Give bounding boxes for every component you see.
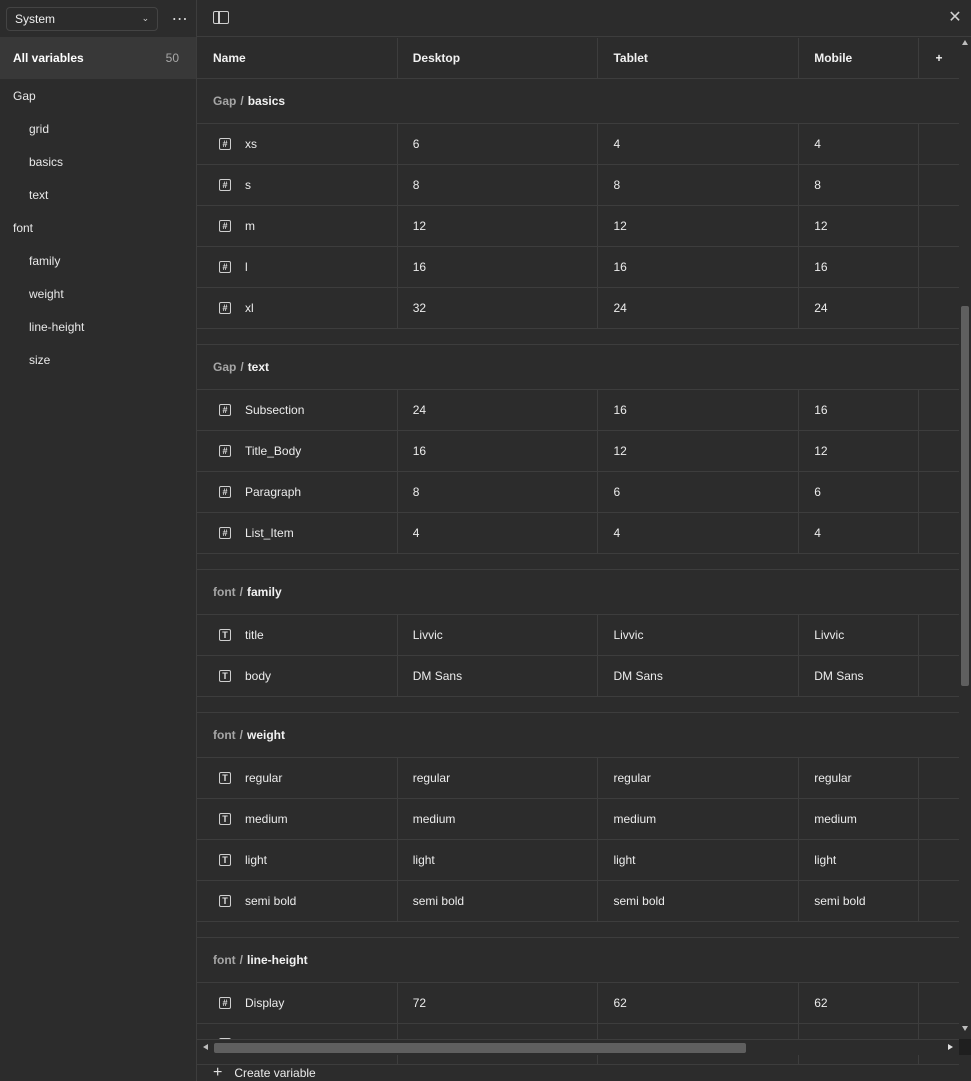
number-type-icon: #	[219, 404, 231, 416]
number-type-icon: #	[219, 445, 231, 457]
variable-name-cell[interactable]	[197, 799, 398, 839]
variable-name: List_Item	[245, 526, 294, 540]
section-subgroup-name: weight	[247, 728, 285, 742]
string-type-icon: T	[219, 629, 231, 641]
variable-name: l	[245, 260, 248, 274]
table-row[interactable]	[197, 983, 959, 1024]
section-header	[197, 713, 959, 758]
row-end-cell	[919, 840, 959, 880]
variable-name: medium	[245, 812, 288, 826]
variable-name-cell[interactable]	[197, 288, 398, 328]
tablet-value-cell[interactable]: 4	[598, 513, 799, 553]
mobile-value-cell[interactable]: 6	[799, 472, 919, 512]
collection-dropdown[interactable]	[6, 7, 158, 31]
scroll-right-icon[interactable]	[948, 1044, 953, 1050]
variable-name: Subsection	[245, 403, 305, 417]
section-spacer	[197, 922, 959, 938]
mobile-value-cell[interactable]: light	[799, 840, 919, 880]
all-variables-item[interactable]	[0, 37, 196, 79]
table-row[interactable]	[197, 390, 959, 431]
table-row[interactable]	[197, 431, 959, 472]
table-row[interactable]	[197, 124, 959, 165]
horizontal-scrollbar[interactable]	[197, 1039, 959, 1055]
desktop-value-cell[interactable]: 12	[398, 206, 599, 246]
section-spacer	[197, 329, 959, 345]
mobile-value-cell[interactable]: medium	[799, 799, 919, 839]
tablet-value-cell[interactable]: Livvic	[598, 615, 799, 655]
variable-name: regular	[245, 771, 283, 785]
row-end-cell	[919, 758, 959, 798]
row-end-cell	[919, 165, 959, 205]
tablet-value-cell[interactable]: 12	[598, 431, 799, 471]
all-variables-count: 50	[165, 51, 179, 65]
table-row[interactable]	[197, 615, 959, 656]
table-row[interactable]	[197, 206, 959, 247]
group-item-weight[interactable]: weight	[29, 286, 64, 301]
table-row[interactable]	[197, 799, 959, 840]
desktop-value-cell[interactable]: 24	[398, 390, 599, 430]
variable-name-cell[interactable]	[197, 431, 398, 471]
section-header	[197, 79, 959, 124]
table-row[interactable]	[197, 656, 959, 697]
desktop-value-cell[interactable]: 4	[398, 513, 599, 553]
section-header	[197, 570, 959, 615]
desktop-value-cell[interactable]: light	[398, 840, 599, 880]
desktop-value-cell[interactable]: DM Sans	[398, 656, 599, 696]
variable-name: semi bold	[245, 894, 297, 908]
group-item-size[interactable]: size	[29, 352, 51, 367]
tablet-value-cell[interactable]: light	[598, 840, 799, 880]
variable-name: light	[245, 853, 268, 867]
more-options-icon[interactable]: ⋯	[171, 10, 189, 28]
variable-name: title	[245, 628, 264, 642]
desktop-value-cell[interactable]: 72	[398, 983, 599, 1023]
table-row[interactable]	[197, 881, 959, 922]
tablet-value-cell[interactable]: 16	[598, 247, 799, 287]
string-type-icon: T	[219, 813, 231, 825]
variables-table	[197, 38, 959, 1039]
tablet-value-cell[interactable]: 24	[598, 288, 799, 328]
tablet-value-cell[interactable]: regular	[598, 758, 799, 798]
variable-name: s	[245, 178, 251, 192]
table-body	[197, 79, 959, 1065]
vertical-scrollbar[interactable]	[959, 38, 971, 1039]
section-subgroup-name: basics	[247, 94, 286, 108]
mobile-value-cell[interactable]: 24	[799, 288, 919, 328]
create-variable-label: Create variable	[234, 1066, 316, 1080]
variable-name-cell[interactable]	[197, 124, 398, 164]
group-item-family[interactable]: family	[29, 253, 61, 268]
row-end-cell	[919, 390, 959, 430]
section-subgroup-name: text	[247, 360, 270, 374]
number-type-icon: #	[219, 486, 231, 498]
scroll-left-icon[interactable]	[203, 1044, 208, 1050]
mobile-value-cell[interactable]: 8	[799, 165, 919, 205]
desktop-value-cell[interactable]: 6	[398, 124, 599, 164]
add-mode-icon[interactable]: +	[935, 51, 943, 65]
variable-name-cell[interactable]	[197, 206, 398, 246]
table-row[interactable]	[197, 288, 959, 329]
tablet-value-cell[interactable]: 62	[598, 983, 799, 1023]
row-end-cell	[919, 431, 959, 471]
number-type-icon: #	[219, 220, 231, 232]
group-item-gap[interactable]: Gap	[13, 88, 36, 103]
table-row[interactable]	[197, 840, 959, 881]
mobile-value-cell[interactable]: Livvic	[799, 615, 919, 655]
section-group-name: font	[213, 953, 236, 967]
section-group-name: font	[213, 728, 236, 742]
mobile-value-cell[interactable]: regular	[799, 758, 919, 798]
vertical-scroll-thumb[interactable]	[961, 306, 969, 686]
tablet-value-cell[interactable]: 8	[598, 165, 799, 205]
desktop-value-cell[interactable]: Livvic	[398, 615, 599, 655]
section-path-separator: /	[240, 94, 244, 108]
group-item-basics[interactable]: basics	[29, 154, 64, 169]
mobile-value-cell[interactable]: DM Sans	[799, 656, 919, 696]
section-group-name: font	[213, 585, 236, 599]
group-list	[0, 79, 196, 376]
variable-name-cell[interactable]	[197, 758, 398, 798]
panel-toolbar	[197, 0, 971, 37]
variable-name-cell[interactable]	[197, 390, 398, 430]
desktop-value-cell[interactable]: 8	[398, 472, 599, 512]
desktop-value-cell[interactable]: medium	[398, 799, 599, 839]
row-end-cell	[919, 206, 959, 246]
tablet-value-cell[interactable]: 4	[598, 124, 799, 164]
column-header-desktop[interactable]: Desktop	[398, 38, 599, 78]
tablet-value-cell[interactable]: medium	[598, 799, 799, 839]
mobile-value-cell[interactable]: 12	[799, 431, 919, 471]
table-row[interactable]	[197, 472, 959, 513]
desktop-value-cell[interactable]: semi bold	[398, 881, 599, 921]
desktop-value-cell[interactable]: 32	[398, 288, 599, 328]
column-header-mobile[interactable]: Mobile	[799, 38, 919, 78]
create-variable-button[interactable]	[213, 1066, 316, 1080]
tablet-value-cell[interactable]: DM Sans	[598, 656, 799, 696]
section-path-separator: /	[239, 728, 243, 742]
sidebar-toggle-icon[interactable]	[213, 11, 229, 24]
group-item-line-height[interactable]: line-height	[29, 319, 85, 334]
sidebar-header	[0, 0, 196, 37]
scroll-up-icon[interactable]	[962, 40, 968, 45]
desktop-value-cell[interactable]: 16	[398, 247, 599, 287]
desktop-value-cell[interactable]: 8	[398, 165, 599, 205]
variable-name-cell[interactable]	[197, 983, 398, 1023]
column-header-tablet[interactable]: Tablet	[598, 38, 799, 78]
string-type-icon: T	[219, 895, 231, 907]
tablet-value-cell[interactable]: 12	[598, 206, 799, 246]
section-path-separator: /	[239, 953, 243, 967]
mobile-value-cell[interactable]: semi bold	[799, 881, 919, 921]
string-type-icon: T	[219, 670, 231, 682]
row-end-cell	[919, 656, 959, 696]
variable-name-cell[interactable]	[197, 881, 398, 921]
desktop-value-cell[interactable]: regular	[398, 758, 599, 798]
section-subgroup-name: line-height	[247, 953, 308, 967]
row-end-cell	[919, 799, 959, 839]
variable-name-cell[interactable]	[197, 656, 398, 696]
chevron-down-icon: ⌄	[141, 13, 150, 23]
variable-name-cell[interactable]	[197, 840, 398, 880]
tablet-value-cell[interactable]: 16	[598, 390, 799, 430]
section-group-name: Gap	[213, 94, 237, 108]
tablet-value-cell[interactable]: 6	[598, 472, 799, 512]
variable-name-cell[interactable]	[197, 165, 398, 205]
variable-name-cell[interactable]	[197, 247, 398, 287]
scroll-down-icon[interactable]	[962, 1026, 968, 1031]
column-header-name: Name	[197, 38, 398, 78]
section-path-separator: /	[240, 360, 244, 374]
section-group-name: Gap	[213, 360, 237, 374]
table-row[interactable]	[197, 758, 959, 799]
row-end-cell	[919, 615, 959, 655]
group-item-grid[interactable]: grid	[29, 121, 50, 136]
number-type-icon: #	[219, 179, 231, 191]
close-icon[interactable]: ✕	[948, 9, 962, 26]
variable-name-cell[interactable]	[197, 472, 398, 512]
table-header	[197, 38, 959, 79]
variable-name: Paragraph	[245, 485, 302, 499]
section-header	[197, 345, 959, 390]
mobile-value-cell[interactable]: 16	[799, 247, 919, 287]
row-end-cell	[919, 124, 959, 164]
number-type-icon: #	[219, 138, 231, 150]
table-row[interactable]	[197, 513, 959, 554]
horizontal-scroll-thumb[interactable]	[214, 1043, 746, 1053]
section-spacer	[197, 554, 959, 570]
section-spacer	[197, 697, 959, 713]
row-end-cell	[919, 881, 959, 921]
table-row[interactable]	[197, 165, 959, 206]
mobile-value-cell[interactable]: 4	[799, 124, 919, 164]
string-type-icon: T	[219, 854, 231, 866]
variable-name-cell[interactable]	[197, 615, 398, 655]
variable-name: xl	[245, 301, 254, 315]
mobile-value-cell[interactable]: 16	[799, 390, 919, 430]
variable-name: m	[245, 219, 255, 233]
row-end-cell	[919, 472, 959, 512]
group-item-font[interactable]: font	[13, 220, 34, 235]
row-end-cell	[919, 513, 959, 553]
mobile-value-cell[interactable]: 12	[799, 206, 919, 246]
variable-name-cell[interactable]	[197, 513, 398, 553]
mobile-value-cell[interactable]: 4	[799, 513, 919, 553]
section-path-separator: /	[239, 585, 243, 599]
row-end-cell	[919, 288, 959, 328]
variable-name: Title_Body	[245, 444, 302, 458]
table-row[interactable]	[197, 247, 959, 288]
plus-icon: +	[213, 1064, 223, 1081]
desktop-value-cell[interactable]: 16	[398, 431, 599, 471]
tablet-value-cell[interactable]: semi bold	[598, 881, 799, 921]
scrollbar-corner	[959, 1039, 971, 1055]
number-type-icon: #	[219, 302, 231, 314]
row-end-cell	[919, 983, 959, 1023]
number-type-icon: #	[219, 527, 231, 539]
row-end-cell	[919, 247, 959, 287]
variable-name: Display	[245, 996, 285, 1010]
mobile-value-cell[interactable]: 62	[799, 983, 919, 1023]
sidebar	[0, 0, 197, 1081]
variable-name: body	[245, 669, 272, 683]
number-type-icon: #	[219, 997, 231, 1009]
string-type-icon: T	[219, 772, 231, 784]
number-type-icon: #	[219, 261, 231, 273]
section-subgroup-name: family	[247, 585, 282, 599]
variable-name: xs	[245, 137, 257, 151]
variables-panel	[197, 0, 971, 1081]
all-variables-label: All variables	[13, 51, 84, 65]
collection-name: System	[15, 11, 56, 26]
group-item-text[interactable]: text	[29, 187, 49, 202]
section-header	[197, 938, 959, 983]
